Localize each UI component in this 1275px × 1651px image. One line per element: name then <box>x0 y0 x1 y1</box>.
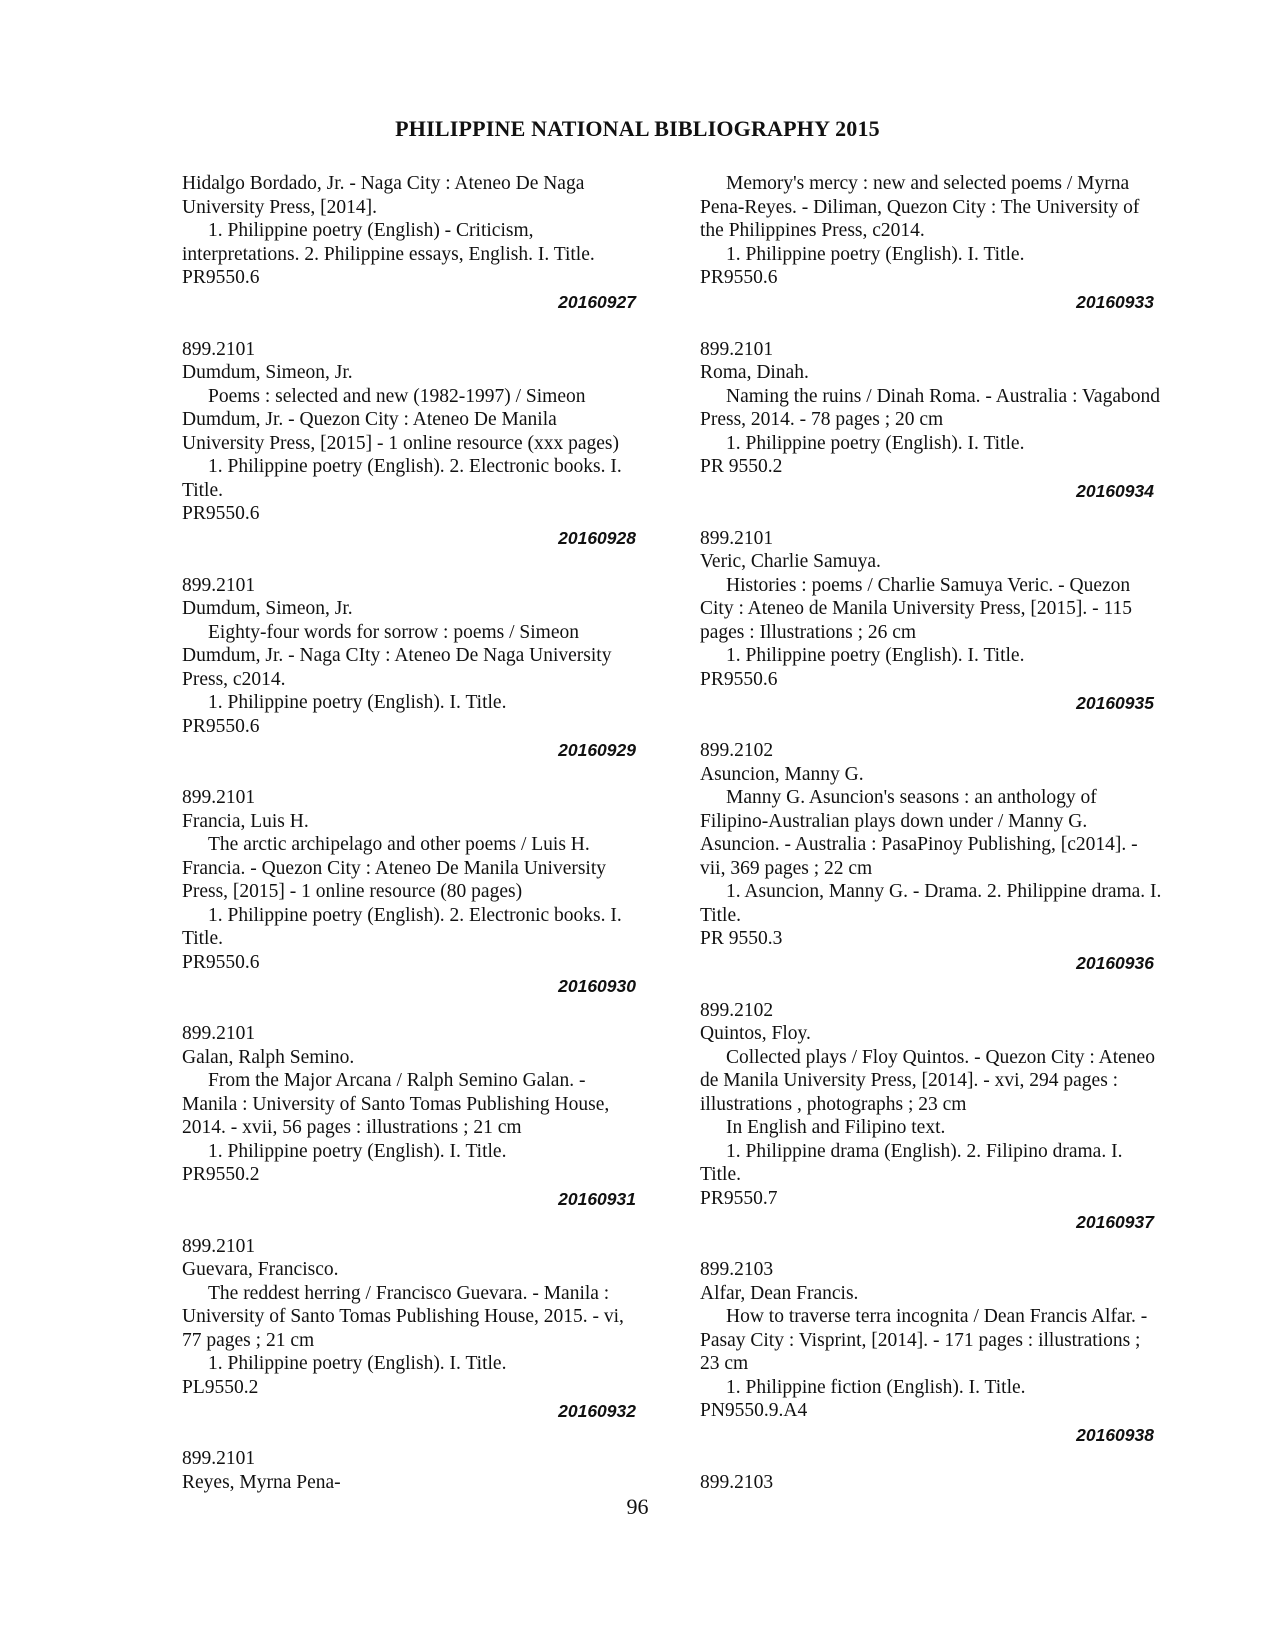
description-line: vii, 369 pages ; 22 cm <box>700 857 873 879</box>
description-line: Dumdum, Jr. - Naga CIty : Ateneo De Naga University <box>182 645 612 666</box>
description-line: the Philippines Press, c2014. <box>700 220 925 241</box>
catalog-entry <box>182 338 652 550</box>
catalog-entry <box>700 739 1190 975</box>
subject-line: 1. Philippine poetry (English) - Criticism, <box>208 220 534 241</box>
description-line: pages : Illustrations ; 26 cm <box>700 621 917 643</box>
catalog-entry <box>700 338 1190 503</box>
class-number: 899.2103 <box>700 1471 774 1493</box>
description-line: Press, c2014. <box>182 668 286 690</box>
class-number: 899.2103 <box>700 1259 774 1280</box>
subject-line: 1. Philippine drama (English). 2. Filipino drama. I. <box>726 1140 1123 1162</box>
catalog-entry <box>182 786 652 998</box>
subject-line: 1. Philippine poetry (English). 2. Electronic books. I. <box>208 904 622 926</box>
record-id: 20160938 <box>1076 1424 1154 1445</box>
catalog-entry-continuation <box>182 172 652 314</box>
catalog-entry <box>700 999 1190 1235</box>
description-line: Press, 2014. - 78 pages ; 20 cm <box>700 409 944 430</box>
class-number: 899.2101 <box>182 1023 256 1044</box>
call-number: PR9550.6 <box>182 503 260 524</box>
call-number: PR9550.7 <box>700 1187 778 1209</box>
description-line: Francia. - Quezon City : Ateneo De Manila University <box>182 857 607 879</box>
subject-line: interpretations. 2. Philippine essays, English. I. Title. <box>182 243 595 265</box>
class-number: 899.2101 <box>700 338 774 360</box>
description-line: Collected plays / Floy Quintos. - Quezon City : Ateneo <box>726 1046 1155 1068</box>
description-line: Filipino-Australian plays down under / Manny G. <box>700 810 1088 832</box>
description-line: Dumdum, Jr. - Quezon City : Ateneo De Manila <box>182 409 557 430</box>
subject-line: 1. Philippine poetry (English). 2. Electronic books. I. <box>208 456 622 477</box>
description-line: Manny G. Asuncion's seasons : an anthology of <box>726 787 1097 808</box>
subject-line: 1. Philippine fiction (English). I. Title. <box>726 1376 1026 1398</box>
author: Guevara, Francisco. <box>182 1259 339 1280</box>
subject-line: Title. <box>700 904 742 926</box>
call-number: PR9550.6 <box>182 267 260 288</box>
catalog-entry <box>700 1258 1190 1447</box>
subject-line: Title. <box>182 928 224 949</box>
subject-line: 1. Philippine poetry (English). I. Title. <box>726 432 1025 454</box>
record-id: 20160927 <box>558 291 636 312</box>
record-id: 20160931 <box>558 1188 636 1209</box>
author: Reyes, Myrna Pena- <box>182 1471 341 1493</box>
left-column <box>182 172 652 1518</box>
record-id: 20160932 <box>558 1401 636 1421</box>
call-number: PR9550.6 <box>700 668 778 690</box>
description-line: University Press, [2015] - 1 online resource (xxx pages) <box>182 432 620 454</box>
subject-line: 1. Philippine poetry (English). I. Title. <box>726 645 1025 666</box>
description-line: University of Santo Tomas Publishing House, 2015. - vi, <box>182 1306 624 1327</box>
description-line: Eighty-four words for sorrow : poems / Simeon <box>208 621 579 643</box>
subject-line: 1. Asuncion, Manny G. - Drama. 2. Philippine drama. I. <box>726 881 1162 902</box>
description-line: illustrations , photographs ; 23 cm <box>700 1093 967 1115</box>
call-number: PR 9550.3 <box>700 928 783 949</box>
description-line: The arctic archipelago and other poems / Luis H. <box>208 834 590 855</box>
description-line: Asuncion. - Australia : PasaPinoy Publishing, [c2014]. - <box>700 834 1138 855</box>
class-number: 899.2101 <box>182 338 256 360</box>
description-line: de Manila University Press, [2014]. - xvi, 294 pages : <box>700 1070 1119 1091</box>
author: Roma, Dinah. <box>700 362 809 383</box>
call-number: PL9550.2 <box>182 1376 259 1398</box>
author: Asuncion, Manny G. <box>700 763 864 785</box>
catalog-entry-continuation <box>700 172 1190 314</box>
description-line: The reddest herring / Francisco Guevara. - Manila : <box>208 1282 610 1304</box>
author: Francia, Luis H. <box>182 810 309 832</box>
description-line: From the Major Arcana / Ralph Semino Galan. - <box>208 1070 586 1091</box>
catalog-entry <box>182 1235 652 1424</box>
call-number: PR9550.6 <box>700 267 778 288</box>
description-line: 2014. - xvii, 56 pages : illustrations ; 21 cm <box>182 1117 522 1138</box>
class-number: 899.2102 <box>700 999 774 1021</box>
author: Dumdum, Simeon, Jr. <box>182 598 353 619</box>
call-number: PR 9550.2 <box>700 456 783 477</box>
record-id: 20160934 <box>1076 480 1154 501</box>
description-line: 23 cm <box>700 1353 749 1374</box>
description-line: University Press, [2014]. <box>182 196 377 218</box>
class-number: 899.2101 <box>700 527 774 549</box>
subject-line: 1. Philippine poetry (English). I. Title. <box>208 692 507 713</box>
catalog-entry <box>700 527 1190 716</box>
call-number: PR9550.6 <box>182 951 260 973</box>
class-number: 899.2101 <box>182 574 256 596</box>
description-line: Pena-Reyes. - Diliman, Quezon City : The University of <box>700 196 1140 218</box>
subject-line: 1. Philippine poetry (English). I. Title. <box>208 1140 507 1162</box>
subject-line: Title. <box>700 1164 742 1185</box>
call-number: PN9550.9.A4 <box>700 1400 808 1421</box>
description-line: Memory's mercy : new and selected poems / Myrna <box>726 173 1130 194</box>
description-line: 77 pages ; 21 cm <box>182 1329 315 1351</box>
subject-line: 1. Philippine poetry (English). I. Title. <box>208 1353 507 1374</box>
class-number: 899.2101 <box>182 787 256 808</box>
class-number: 899.2101 <box>182 1235 256 1257</box>
subject-line: 1. Philippine poetry (English). I. Title. <box>726 243 1025 265</box>
author: Dumdum, Simeon, Jr. <box>182 362 353 383</box>
record-id: 20160937 <box>1076 1212 1154 1232</box>
record-id: 20160930 <box>558 976 636 996</box>
catalog-entry-partial <box>700 1471 1190 1495</box>
description-line: Hidalgo Bordado, Jr. - Naga City : Ateneo De Naga <box>182 173 585 194</box>
author: Alfar, Dean Francis. <box>700 1282 859 1304</box>
subject-line: Title. <box>182 479 224 501</box>
call-number: PR9550.6 <box>182 715 260 737</box>
catalog-entry <box>182 1022 652 1211</box>
note-line: In English and Filipino text. <box>726 1117 946 1138</box>
description-line: Poems : selected and new (1982-1997) / Simeon <box>208 385 586 407</box>
description-line: Pasay City : Visprint, [2014]. - 171 pages : illustrations ; <box>700 1329 1141 1351</box>
description-line: Press, [2015] - 1 online resource (80 pages) <box>182 881 523 902</box>
description-line: Manila : University of Santo Tomas Publishing House, <box>182 1093 610 1115</box>
page-number: 96 <box>626 1494 649 1519</box>
record-id: 20160936 <box>1076 952 1154 973</box>
description-line: City : Ateneo de Manila University Press, [2015]. - 115 <box>700 598 1133 619</box>
record-id: 20160929 <box>558 740 636 760</box>
description-line: How to traverse terra incognita / Dean Francis Alfar. - <box>726 1306 1148 1327</box>
description-line: Naming the ruins / Dinah Roma. - Australia : Vagabond <box>726 385 1160 407</box>
call-number: PR9550.2 <box>182 1164 260 1185</box>
author: Veric, Charlie Samuya. <box>700 551 881 572</box>
record-id: 20160933 <box>1076 291 1154 312</box>
catalog-entry <box>182 574 652 763</box>
author: Quintos, Floy. <box>700 1023 811 1044</box>
page-title: PHILIPPINE NATIONAL BIBLIOGRAPHY 2015 <box>395 116 880 141</box>
record-id: 20160928 <box>558 527 636 548</box>
right-column <box>700 172 1190 1518</box>
class-number: 899.2102 <box>700 740 774 761</box>
catalog-entry-partial <box>182 1447 652 1494</box>
author: Galan, Ralph Semino. <box>182 1046 355 1068</box>
description-line: Histories : poems / Charlie Samuya Veric. - Quezon <box>726 574 1131 596</box>
record-id: 20160935 <box>1076 693 1154 713</box>
class-number: 899.2101 <box>182 1448 256 1469</box>
